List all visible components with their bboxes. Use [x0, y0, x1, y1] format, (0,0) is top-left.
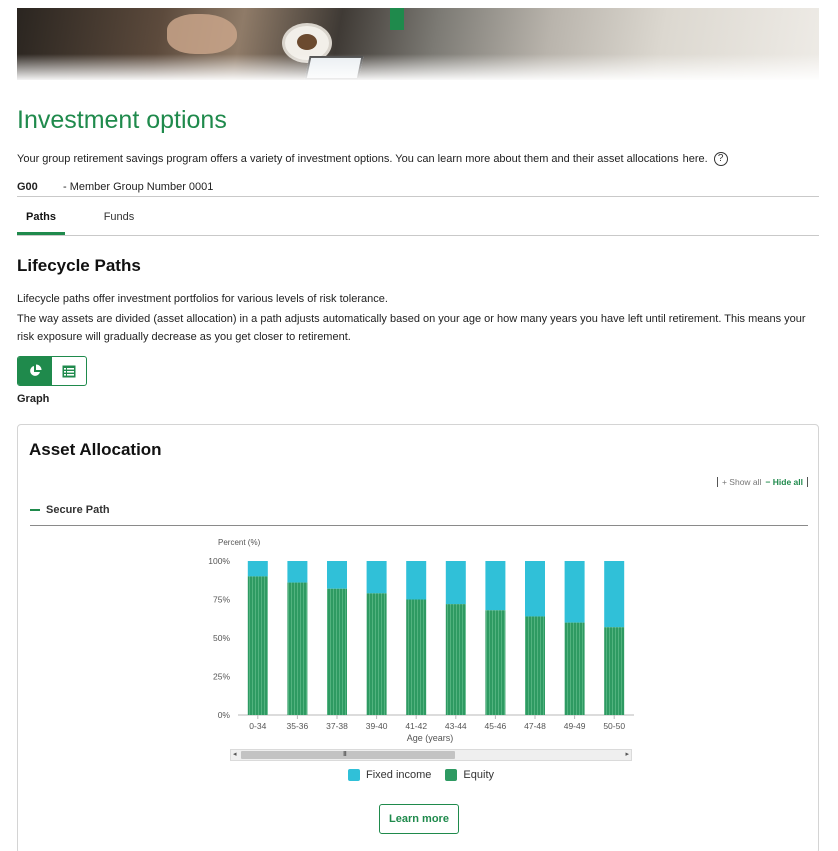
path-divider	[30, 525, 808, 526]
bar-fixed-income[interactable]	[327, 561, 347, 589]
card-title: Asset Allocation	[29, 440, 162, 459]
bar-fixed-income[interactable]	[604, 561, 624, 627]
x-tick-label: 49-49	[563, 721, 586, 731]
asset-allocation-card	[17, 424, 819, 851]
x-tick-label: 43-44	[444, 721, 467, 731]
x-axis	[249, 715, 625, 731]
chart-legend	[348, 769, 494, 781]
bar-fixed-income[interactable]	[446, 561, 466, 604]
y-tick-label: 100%	[208, 556, 230, 566]
legend-label: Fixed income	[366, 769, 432, 781]
y-axis-label: Percent (%)	[218, 538, 261, 547]
hide-all-link[interactable]: − Hide all	[765, 477, 803, 487]
tab-funds[interactable]: Funds	[103, 211, 135, 223]
x-tick-label: 45-46	[484, 721, 507, 731]
bar-fixed-income[interactable]	[287, 561, 307, 583]
secure-path-toggle[interactable]	[30, 504, 110, 516]
x-tick-label: 50-50	[603, 721, 626, 731]
graph-view-button[interactable]	[18, 357, 52, 385]
y-axis	[208, 556, 230, 720]
scroll-left-icon[interactable]: ◂	[233, 751, 237, 758]
bar-equity[interactable]	[525, 616, 545, 715]
hero-tablet	[304, 56, 363, 80]
collapse-icon	[30, 509, 40, 511]
x-tick-label: 0-34	[249, 721, 267, 731]
x-tick-label: 39-40	[365, 721, 388, 731]
hero-banner-image	[17, 8, 819, 80]
bar-fixed-income[interactable]	[525, 561, 545, 616]
hero-hands	[167, 14, 237, 54]
legend-fixed-income[interactable]	[348, 769, 431, 781]
intro-here-link[interactable]: here.	[682, 153, 708, 165]
hero-coffee-cup	[285, 26, 329, 60]
bar-equity[interactable]	[327, 589, 347, 715]
equity-swatch	[445, 769, 457, 781]
allocation-chart	[178, 535, 648, 745]
bar-fixed-income[interactable]	[367, 561, 387, 593]
tab-paths[interactable]: Paths	[17, 203, 65, 235]
bar-fixed-income[interactable]	[485, 561, 505, 610]
x-tick-label: 37-38	[326, 721, 348, 731]
x-axis-label: Age (years)	[406, 733, 454, 743]
section-title: Lifecycle Paths	[17, 256, 141, 275]
hero-green-sleeve	[390, 8, 404, 30]
bar-fixed-income[interactable]	[565, 561, 585, 623]
question-circle-icon[interactable]: ?	[714, 152, 728, 166]
member-group	[17, 181, 213, 193]
path-name: Secure Path	[46, 504, 110, 516]
y-tick-label: 25%	[212, 671, 230, 682]
page-title: Investment options	[17, 106, 227, 134]
separator	[807, 477, 808, 487]
bar-equity[interactable]	[287, 583, 307, 715]
tab-divider	[17, 235, 819, 236]
bar-equity[interactable]	[367, 593, 387, 715]
show-all-link[interactable]: + Show all	[721, 477, 762, 487]
bars	[248, 561, 624, 715]
intro-sentence: Your group retirement savings program offers a variety of investment options. You can learn more about them and their asset allocations	[17, 153, 679, 165]
legend-label: Equity	[463, 769, 494, 781]
scroll-right-icon[interactable]: ▸	[625, 751, 629, 758]
intro-text	[17, 152, 728, 166]
scrollbar-thumb[interactable]	[241, 751, 455, 759]
divider	[17, 196, 819, 197]
chart-scrollbar[interactable]	[230, 749, 632, 761]
show-all-label: Show all	[729, 477, 762, 487]
bar-equity[interactable]	[604, 627, 624, 715]
table-icon	[62, 365, 76, 378]
bar-equity[interactable]	[248, 576, 268, 715]
x-tick-label: 47-48	[524, 721, 546, 731]
bar-equity[interactable]	[406, 600, 426, 716]
bar-fixed-income[interactable]	[248, 561, 268, 576]
tab-bar	[17, 203, 149, 235]
show-hide-controls	[717, 477, 808, 487]
view-toggle	[17, 356, 87, 386]
grip-icon: III	[343, 751, 346, 758]
group-name: - Member Group Number 0001	[63, 181, 214, 193]
fixed-income-swatch	[348, 769, 360, 781]
table-view-button[interactable]	[52, 357, 86, 385]
learn-more-button[interactable]: Learn more	[379, 804, 459, 834]
bar-equity[interactable]	[485, 610, 505, 715]
section-description: Lifecycle paths offer investment portfolios for various levels of risk tolerance.	[17, 293, 388, 305]
x-tick-label: 41-42	[405, 721, 428, 731]
view-label: Graph	[17, 393, 50, 405]
legend-equity[interactable]	[445, 769, 494, 781]
group-code: G00	[17, 181, 38, 193]
bar-equity[interactable]	[565, 623, 585, 715]
y-tick-label: 0%	[217, 710, 230, 720]
bar-equity[interactable]	[446, 604, 466, 715]
y-tick-label: 50%	[212, 633, 230, 643]
separator	[717, 477, 718, 487]
pie-chart-icon	[28, 364, 42, 378]
y-tick-label: 75%	[212, 594, 230, 605]
hide-all-label: Hide all	[772, 477, 803, 487]
section-explanation: The way assets are divided (asset allocation) in a path adjusts automatically based on your age or how many years you have left until retirement. This means your risk exposure will gradually decrease as you get closer to retirement.	[17, 313, 806, 343]
x-tick-label: 35-36	[286, 721, 309, 731]
bar-fixed-income[interactable]	[406, 561, 426, 600]
